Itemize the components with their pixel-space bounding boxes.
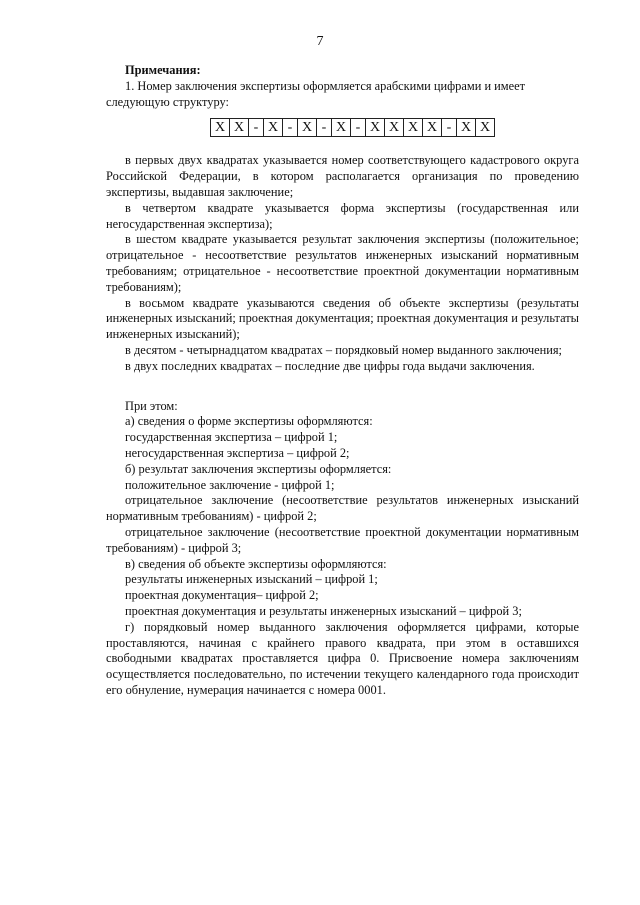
section-b-item: положительное заключение - цифрой 1; [125,477,335,492]
code-cell: X [404,119,423,136]
explanation-paragraph: в первых двух квадратах указывается номер соответствующего кадастрового округа Российской Федерации, в котором располагается организация по проведению экспертизы, выдавшая заключение; [106,153,579,199]
code-separator: - [442,119,457,136]
code-cell: X [298,119,317,136]
section-v-item: результаты инженерных изысканий – цифрой 1; [125,572,378,587]
code-cell: X [457,119,476,136]
code-cell: X [264,119,283,136]
code-structure-row [106,118,579,137]
section-v-item: проектная документация и результаты инженерных изысканий – цифрой 3; [125,603,522,618]
section-v-title: в) сведения об объекте экспертизы оформляются: [125,556,387,571]
section-b-item: отрицательное заключение (несоответствие результатов инженерных изысканий нормативным требованиям) - цифрой 2; [106,493,579,524]
code-cell: X [385,119,404,136]
code-cell: X [211,119,230,136]
note-1-line-2: следующую структуру: [106,94,229,109]
explanation-paragraph: в шестом квадрате указывается результат заключения экспертизы (положительное; отрицательное - несоответствие результатов инженерных изысканий нормативным требованиям; отрицательное - несоответствие проектной документации нормативным требованиям); [106,232,579,294]
explanation-paragraph: в двух последних квадратах – последние две цифры года выдачи заключения. [125,358,535,373]
code-cell: X [332,119,351,136]
code-cell: X [479,120,491,136]
section-b-title: б) результат заключения экспертизы оформляется: [125,461,392,476]
section-b-item: отрицательное заключение (несоответствие проектной документации нормативным требованиям) - цифрой 3; [106,524,579,555]
code-separator: - [283,119,298,136]
code-cell: X [423,119,442,136]
code-cell: X [366,119,385,136]
code-separator: - [317,119,332,136]
notes-heading: Примечания: [125,63,201,77]
explanation-paragraph: в четвертом квадрате указывается форма экспертизы (государственная или негосударственная экспертиза); [106,200,579,231]
details-intro: При этом: [125,398,178,413]
section-g-text: г) порядковый номер выданного заключения оформляется цифрами, которые проставляются, начиная с крайнего правого квадрата, при этом в оставшихся свободными квадратах проставляется цифра 0. Присвоение номера заключениям осуществляется последовательно, по истечении текущего календарного года происходит его обнуление, нумерация начинается с номера 0001. [106,619,579,697]
section-v-item: проектная документация– цифрой 2; [125,588,319,603]
section-a-item: государственная экспертиза – цифрой 1; [125,430,338,445]
code-cell: X [230,119,249,136]
page-number: 7 [316,34,324,49]
section-a-title: а) сведения о форме экспертизы оформляются: [125,414,373,429]
note-1-line-1: 1. Номер заключения экспертизы оформляется арабскими цифрами и имеет [125,78,526,93]
code-structure-boxes [210,118,495,137]
code-separator: - [351,119,366,136]
section-a-item: негосударственная экспертиза – цифрой 2; [125,445,350,460]
document-body [106,63,579,699]
explanation-paragraph: в десятом - четырнадцатом квадратах – порядковый номер выданного заключения; [125,342,562,357]
code-separator: - [249,119,264,136]
explanation-paragraph: в восьмом квадрате указываются сведения об объекте экспертизы (результаты инженерных изысканий; проектная документация; проектная документация и результаты инженерных изысканий); [106,295,579,342]
